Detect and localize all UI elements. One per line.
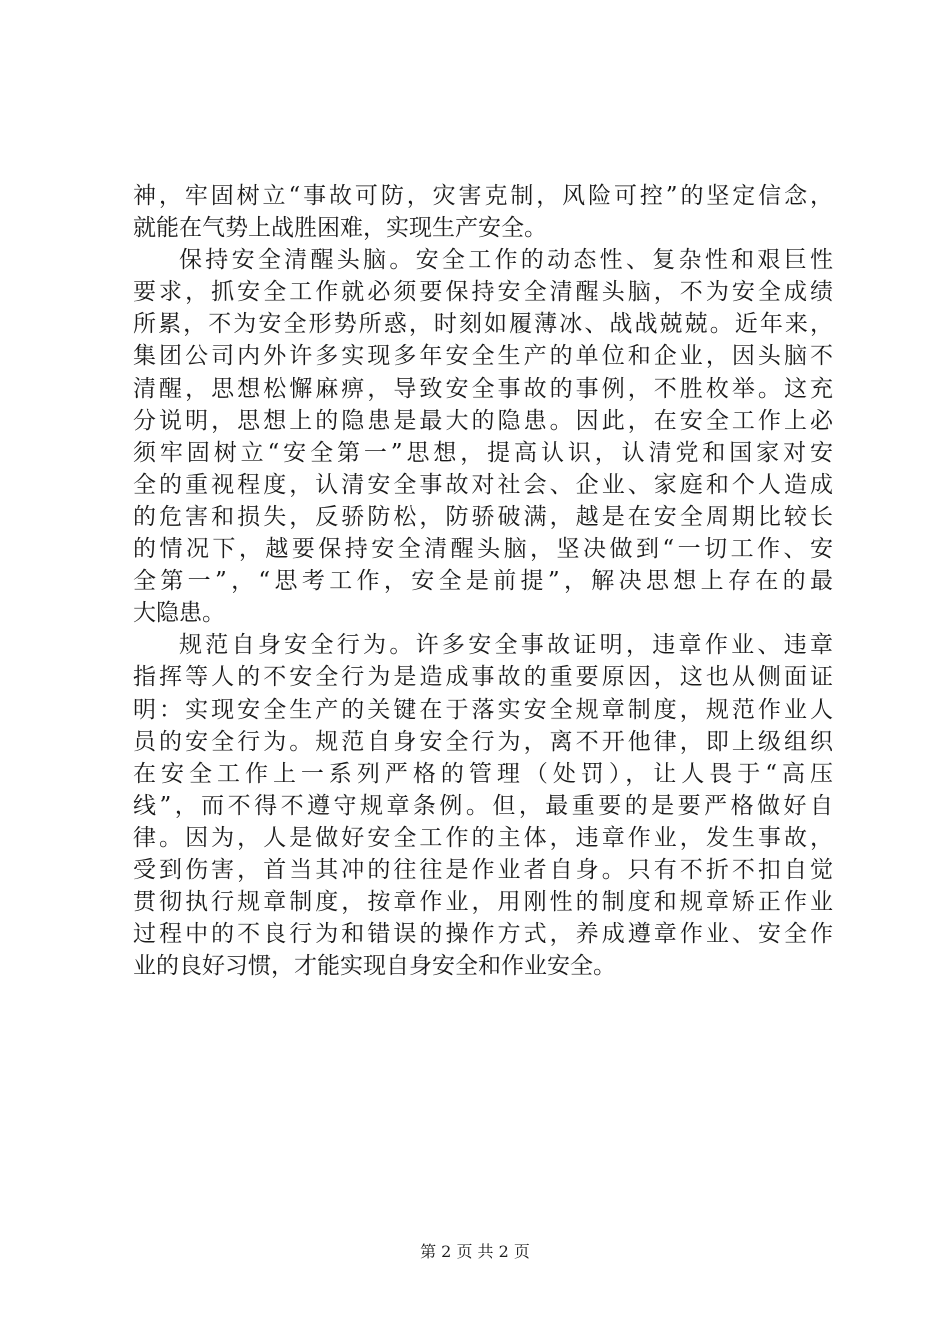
text-line: 全的重视程度，认清安全事故对社会、企业、家庭和个人造成 <box>133 471 833 498</box>
text-line: 的危害和损失，反骄防松，防骄破满，越是在安全周期比较长 <box>133 503 833 530</box>
text-line: 受到伤害，首当其冲的往往是作业者自身。只有不折不扣自觉 <box>133 856 833 883</box>
text-line: 律。因为，人是做好安全工作的主体，违章作业，发生事故， <box>133 824 833 851</box>
text-line: 员的安全行为。规范自身安全行为，离不开他律，即上级组织 <box>133 728 833 755</box>
text-line: 指挥等人的不安全行为是造成事故的重要原因，这也从侧面证 <box>133 664 833 691</box>
text-line: 全第一”，“思考工作，安全是前提”，解决思想上存在的最 <box>133 568 833 595</box>
text-line: 要求，抓安全工作就必须要保持安全清醒头脑，不为安全成绩 <box>133 279 833 306</box>
text-line: 明：实现安全生产的关键在于落实安全规章制度，规范作业人 <box>133 696 833 723</box>
text-line: 分说明，思想上的隐患是最大的隐患。因此，在安全工作上必 <box>133 407 833 434</box>
text-line: 线”，而不得不遵守规章条例。但，最重要的是要严格做好自 <box>133 792 833 819</box>
text-line: 的情况下，越要保持安全清醒头脑，坚决做到“一切工作、安 <box>133 536 833 563</box>
document-body <box>133 180 833 982</box>
text-line: 就能在气势上战胜困难，实现生产安全。 <box>133 215 547 242</box>
text-line: 须牢固树立“安全第一”思想，提高认识，认清党和国家对安 <box>133 439 833 466</box>
text-line: 所累，不为安全形势所惑，时刻如履薄冰、战战兢兢。近年来， <box>133 311 833 338</box>
paragraph <box>133 629 833 982</box>
paragraph <box>133 244 833 629</box>
text-line: 规范自身安全行为。许多安全事故证明，违章作业、违章 <box>179 632 833 659</box>
text-line: 过程中的不良行为和错误的操作方式，养成遵章作业、安全作 <box>133 921 833 948</box>
text-line: 清醒，思想松懈麻痹，导致安全事故的事例，不胜枚举。这充 <box>133 375 833 402</box>
text-line: 贯彻执行规章制度，按章作业，用刚性的制度和规章矫正作业 <box>133 889 833 916</box>
text-line: 在安全工作上一系列严格的管理（处罚），让人畏于“高压 <box>133 760 833 787</box>
text-line: 神，牢固树立“事故可防，灾害克制，风险可控”的坚定信念， <box>133 183 833 209</box>
paragraph <box>133 180 833 244</box>
text-line: 集团公司内外许多实现多年安全生产的单位和企业，因头脑不 <box>133 343 833 370</box>
text-line: 业的良好习惯，才能实现自身安全和作业安全。 <box>133 953 616 980</box>
text-line: 保持安全清醒头脑。安全工作的动态性、复杂性和艰巨性 <box>179 247 833 274</box>
text-line: 大隐患。 <box>133 600 225 627</box>
page-footer: 第 2 页 共 2 页 <box>420 1242 530 1261</box>
